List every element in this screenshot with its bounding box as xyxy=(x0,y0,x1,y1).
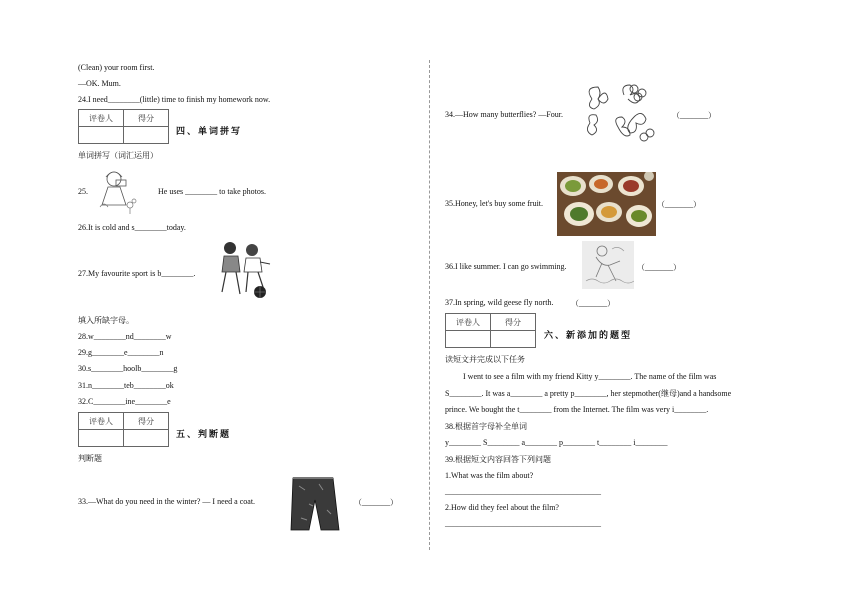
question-36-blank: （_______） xyxy=(637,263,681,272)
question-36: 36.I like summer. I can go swimming. xyxy=(445,262,567,271)
section-6-title: 六、新添加的题型 xyxy=(544,330,633,340)
question-38-blanks: y________ S________ a________ p________ t________ i________ xyxy=(445,438,668,447)
question-30: 30.s________hoolb________g xyxy=(78,364,178,373)
line-clean: (Clean) your room first. xyxy=(78,63,155,72)
passage-line-2: S________. It was a________ a pretty p________, her stepmother(继母)and a handsome xyxy=(445,389,732,398)
score-table-3 xyxy=(445,313,536,348)
score-label: 得分 xyxy=(124,110,169,127)
question-33: 33.—What do you need in the winter? — I need a coat. xyxy=(78,497,256,506)
question-27: 27.My favourite sport is b________. xyxy=(78,269,196,278)
question-34-blank: （_______） xyxy=(672,111,716,120)
section-4-title: 四、单词拼写 xyxy=(176,126,243,136)
score-cell xyxy=(124,430,169,447)
score-table-2 xyxy=(78,412,169,447)
reviewer-cell xyxy=(446,331,491,348)
section-5-title: 五、判断题 xyxy=(176,429,232,439)
question-37: 37.In spring, wild geese fly north. xyxy=(445,298,554,307)
column-divider xyxy=(429,60,430,550)
question-32: 32.C________ine________e xyxy=(78,397,171,406)
question-26: 26.It is cold and s________today. xyxy=(78,223,186,232)
question-29: 29.g________e________n xyxy=(78,348,164,357)
passage-line-1: I went to see a film with my friend Kitty y________. The name of the film was xyxy=(463,372,717,381)
question-39: 39.根据短文内容回答下列问题 xyxy=(445,455,551,464)
fill-letters-title: 填入所缺字母。 xyxy=(78,316,134,325)
question-37-blank: （_______） xyxy=(571,299,615,308)
camera-girl-picture xyxy=(92,167,140,215)
butterflies-picture xyxy=(584,83,656,147)
question-39-2: 2.How did they feel about the film? xyxy=(445,503,559,512)
question-28: 28.w________nd________w xyxy=(78,332,172,341)
basketball-kids-picture xyxy=(212,238,274,302)
reviewer-label: 评卷人 xyxy=(79,110,124,127)
reviewer-cell xyxy=(79,430,124,447)
question-39-1: 1.What was the film about? xyxy=(445,471,534,480)
pants-picture xyxy=(289,474,345,536)
reviewer-cell xyxy=(79,127,124,144)
passage-line-3: prince. We bought the t________ from the Internet. The film was very i________. xyxy=(445,405,709,414)
section-4-subtitle: 单词拼写（词汇运用） xyxy=(78,151,158,160)
line-ok-mum: —OK. Mum. xyxy=(78,79,121,88)
score-cell xyxy=(491,331,536,348)
reviewer-label: 评卷人 xyxy=(446,314,491,331)
question-38: 38.根据首字母补全单词 xyxy=(445,422,527,431)
section-6-subtitle: 读短文并完成以下任务 xyxy=(445,355,525,364)
score-label: 得分 xyxy=(491,314,536,331)
food-table-picture xyxy=(557,172,656,236)
section-5-subtitle: 判断题 xyxy=(78,454,102,463)
reviewer-label: 评卷人 xyxy=(79,413,124,430)
score-label: 得分 xyxy=(124,413,169,430)
question-34: 34.—How many butterflies? —Four. xyxy=(445,110,563,119)
question-24: 24.I need________(little) time to finish my homework now. xyxy=(78,95,271,104)
score-cell xyxy=(124,127,169,144)
question-25-number: 25. xyxy=(78,187,88,196)
question-35: 35.Honey, let's buy some fruit. xyxy=(445,199,544,208)
answer-line-2: _______________________________________ xyxy=(445,519,601,528)
score-table-1 xyxy=(78,109,169,144)
question-33-blank: （_______） xyxy=(354,498,398,507)
swimming-picture xyxy=(582,241,634,289)
question-35-blank: （_______） xyxy=(657,200,701,209)
question-25-text: He uses ________ to take photos. xyxy=(158,187,266,196)
question-31: 31.n________teb________ok xyxy=(78,381,174,390)
answer-line-1: _______________________________________ xyxy=(445,487,601,496)
